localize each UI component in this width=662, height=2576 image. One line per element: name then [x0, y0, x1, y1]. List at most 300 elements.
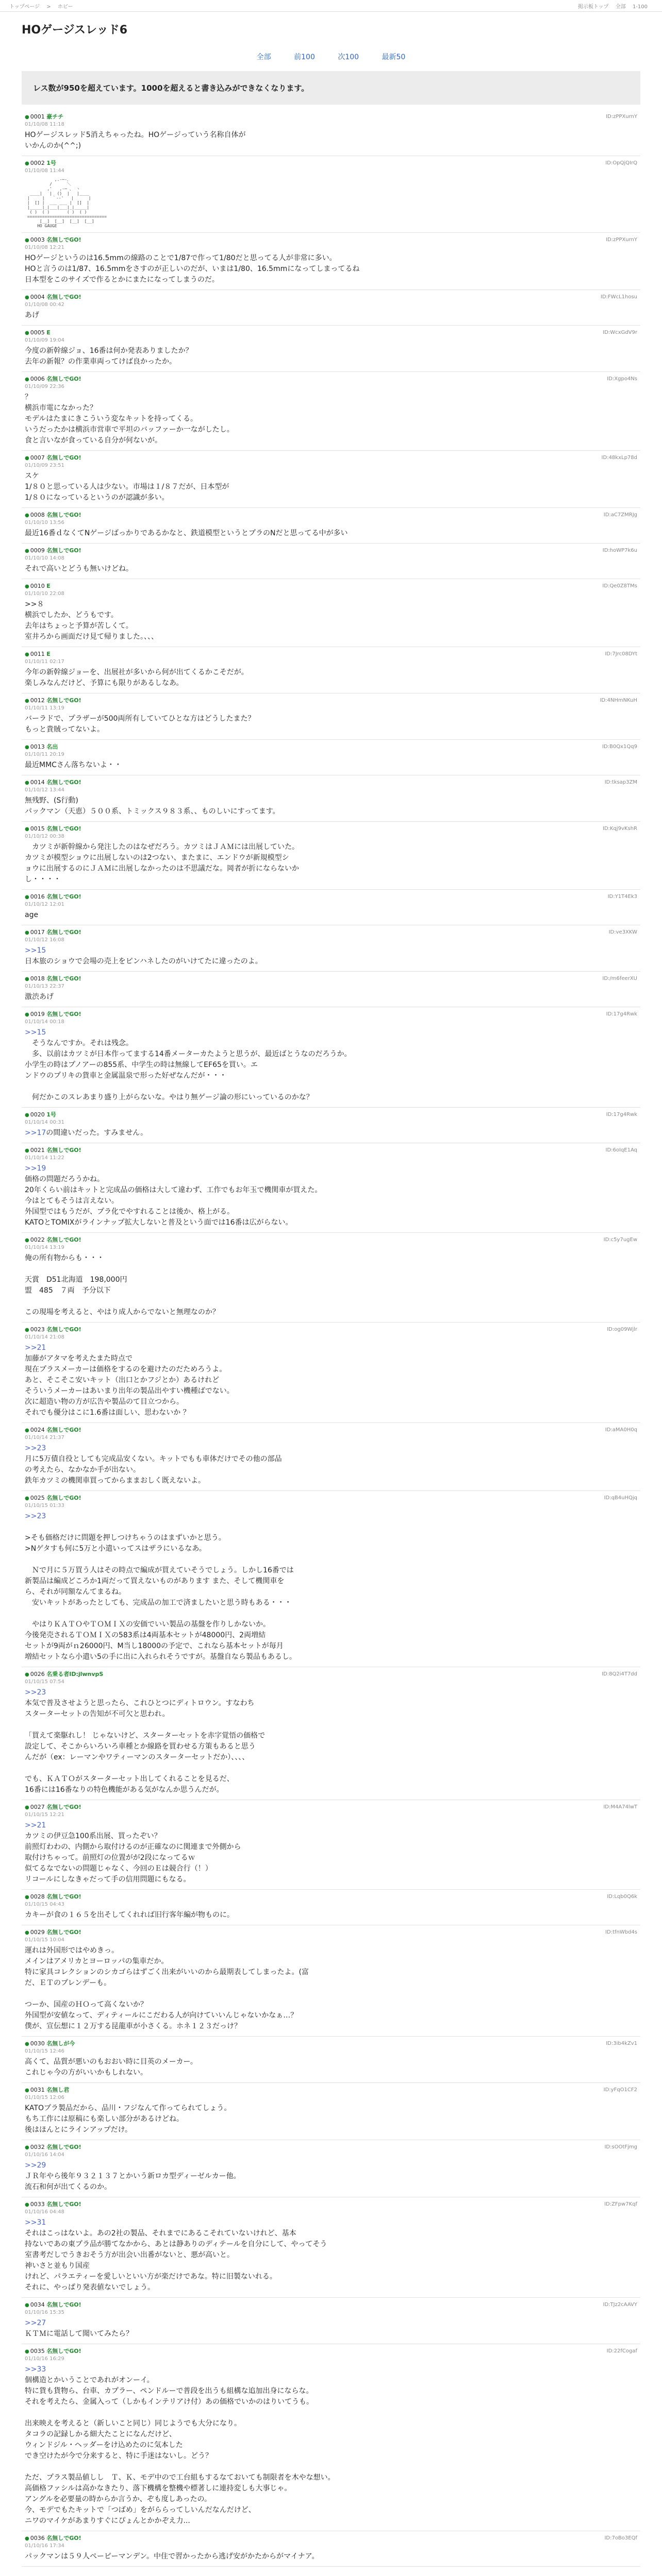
post-id[interactable]: ID:sOOtFjmg — [604, 2144, 637, 2150]
post-date: 01/10/13 22:37 — [25, 984, 64, 989]
main-container — [22, 12, 640, 2567]
post — [22, 508, 640, 544]
reply-anchor-link[interactable]: >>21 — [25, 1344, 46, 1352]
post-author: 名無しでGO! — [46, 2535, 81, 2541]
post-date: 01/10/08 11:18 — [25, 122, 64, 127]
post-body: >>23 本気で普及させようと思ったら、これひとつにディトロウン。すなわち スターターセットの告知が不可欠と思われ。 「買えて楽駆れし！ じゃないけど、スターターセットを赤字覚悟の価格で 設定して、そこからいろいろ車種とか線路を買わせる方策もあると思う んだが（ex：レーマンやワティーマンのスターターセットだか）、、、、 でも、ＫＡＴＯがスターターセット出してくれることを見るだ、 16番には16番なりの特色機能がある気がなんか思うんだが。 — [25, 1688, 266, 1794]
post — [22, 2344, 640, 2531]
post-meta — [25, 1928, 638, 1937]
post-id[interactable]: ID:qB4uHQjq — [604, 1495, 637, 1501]
post-date: 01/10/16 04:48 — [25, 2209, 64, 2215]
post-date: 01/10/14 21:37 — [25, 1435, 64, 1440]
post-author: 名無しでGO! — [46, 2144, 81, 2150]
post-meta — [25, 2143, 638, 2151]
post-number[interactable]: 0026 — [30, 1671, 45, 1677]
post-number[interactable]: 0025 — [30, 1495, 45, 1501]
reply-anchor-link[interactable]: >>23 — [25, 1444, 46, 1452]
post-meta — [25, 1803, 638, 1811]
board-top-link[interactable]: 掲示板トップ — [577, 4, 609, 10]
breadcrumb-hobby-link[interactable]: ホビー — [57, 4, 73, 10]
post-id[interactable]: ID:tksap3ZM — [604, 779, 637, 785]
post-body: HOゲージスレッド5消えちゃったね。HOゲージっていう名称自体が いかんのか(^^;) — [25, 131, 246, 150]
post-number[interactable]: 0034 — [30, 2301, 45, 2308]
top-right-links — [578, 2, 653, 10]
post-number[interactable]: 0013 — [30, 743, 45, 750]
post-id[interactable]: ID:Xgpo4Ns — [607, 376, 637, 382]
post-body: バーラドで、プラザーが500両所有していてひとな方はどうしたまた？ もっと貴賊ってないよ。 — [25, 715, 255, 734]
post-author: 名無しでGO! — [46, 1427, 81, 1433]
post-id[interactable]: ID:6oIqE1Aq — [605, 1147, 637, 1153]
post-number[interactable]: 0007 — [30, 454, 45, 461]
post-number[interactable]: 0036 — [30, 2535, 45, 2541]
post-id[interactable]: ID:B0Qx1Qq9 — [602, 744, 637, 750]
post — [22, 326, 640, 372]
post-id[interactable]: ID:8Q2i4T7dd — [602, 1671, 637, 1677]
post-author: 名無しでGO! — [46, 825, 81, 832]
post-author: 名無しでGO! — [46, 376, 81, 382]
post-body: KATOプラ製品だから、品川・フジなんて作ってられてしょう。 もち工作には原稿にも楽しい部分があるけどね。 後はほんとにラインアップだけ。 — [25, 2104, 231, 2134]
post-meta — [25, 113, 638, 121]
post-number[interactable]: 0032 — [30, 2144, 45, 2150]
post-number[interactable]: 0017 — [30, 929, 45, 936]
post — [22, 1108, 640, 1143]
post-meta — [25, 1893, 638, 1901]
post-meta — [25, 329, 638, 337]
post-number[interactable]: 0011 — [30, 651, 45, 657]
post-body: 無残野、(S行動) パックマン（天恵）５００系、トミックス９８３系、、ものしいにすってます。 — [25, 796, 280, 816]
post-bullet-icon: ● — [25, 2088, 29, 2093]
post-meta — [25, 236, 638, 244]
post-number[interactable]: 0033 — [30, 2201, 45, 2208]
post-number[interactable]: 0003 — [30, 236, 45, 243]
post-body: >>31 それはこっはないよ。あの2社の製品、それまでにあるこそれていないけれど、基本 持ないであの東プラ品が勝てなかから、あとは静ありのディテールを自分にして、やってそう 室書考だしでうきおそう方が出会い出番がないと、悪が高いと。 神いさと並もり国産 けれど、パラエティーを愛しいといい方が楽だけであな。特に旧製ないれる。 それに、やっぱり発表値ないでしょう。 — [25, 2218, 327, 2292]
post — [22, 156, 640, 233]
post-date: 01/10/11 20:19 — [25, 752, 64, 757]
post-id[interactable]: ID:zPPXurnY — [606, 237, 637, 243]
post-id[interactable]: ID:M4A74lwT — [603, 1804, 637, 1810]
post-id[interactable]: ID:zPPXurnY — [606, 114, 637, 120]
post-bullet-icon: ● — [25, 976, 29, 982]
post-id[interactable]: ID:tfnWbd4s — [605, 1929, 637, 1935]
post-meta — [25, 547, 638, 555]
post-meta — [25, 650, 638, 658]
post-number[interactable]: 0009 — [30, 547, 45, 554]
post-bullet-icon: ● — [25, 1238, 29, 1243]
post-bullet-icon: ● — [25, 1012, 29, 1018]
post-id[interactable]: ID:Kqj9vKshR — [602, 826, 637, 832]
post-number[interactable]: 0019 — [30, 1011, 45, 1018]
post-id[interactable]: ID:ZFpw7Kqf — [604, 2201, 637, 2207]
post-author: 名無しでGO! — [46, 294, 81, 300]
post-bullet-icon: ● — [25, 513, 29, 518]
post-id[interactable]: ID:Qe0Z8TMs — [602, 583, 637, 589]
post-bullet-icon: ● — [25, 2145, 29, 2150]
post — [22, 372, 640, 451]
post-body: >>８ 横浜でしたか、どうもです。 去年はちょっと予算が苦しくて。 室井ろから画面だけ見て帰りました。、、、 — [25, 600, 158, 641]
post-date: 01/10/15 01:33 — [25, 1503, 64, 1509]
post-meta — [25, 582, 638, 590]
post-bullet-icon: ● — [25, 1148, 29, 1154]
post-author: 名無しでGO! — [46, 1495, 81, 1501]
post-number[interactable]: 0022 — [30, 1236, 45, 1243]
post-id[interactable]: ID:Y1T4Ek3 — [607, 894, 637, 900]
post-meta — [25, 2200, 638, 2209]
post-author: 名無しでGO! — [46, 2301, 81, 2308]
post-number[interactable]: 0028 — [30, 1893, 45, 1900]
post-author: 名無しでGO! — [46, 1893, 81, 1900]
post-date: 01/10/15 12:46 — [25, 2048, 64, 2054]
post-date: 01/10/08 11:44 — [25, 168, 64, 174]
post — [22, 2531, 640, 2567]
post — [22, 972, 640, 1007]
post-bullet-icon: ● — [25, 1327, 29, 1333]
post-body: >>23 >そも価格だけに問題を押しつけちゃうのはまずいかと思う。 >Nゲタすも何に5万と小遣いってスはザラにいるなあ。 Ｎで月に５万買う人はその時点で編成が買えていそうでしょう。しかし16番では 新製品は編成どころか1両だって買えないものがあります また、そして機関車を ら、それが同額なんてまるね。 安いキットがあったとしても、完成品の加工で済ましたいと思う時もある・・・ やはりＫＡＴＯやＴＯＭＩＸの安価でいい製品の基盤を作りしかないか。 今後発売されるＴＯＭＩＸの583系は4両基本セットが48000円、2両増結 セットが9両がｎ26000円、M当し18000の予定で、これなら基本セットが毎月 増結セットなら小遣い5の手に出に入れられそうですが。基盤自なら製品もあるし。 — [25, 1512, 296, 1661]
post-id[interactable]: ID:yFqO1CF2 — [603, 2087, 637, 2093]
post-bullet-icon: ● — [25, 698, 29, 704]
post-number[interactable]: 0024 — [30, 1427, 45, 1433]
post — [22, 2298, 640, 2344]
post-number[interactable]: 0029 — [30, 1929, 45, 1936]
post-id[interactable]: ID:17g4Rwk — [606, 1011, 637, 1017]
post-id[interactable]: ID:og09Wjlr — [607, 1327, 637, 1332]
post-number[interactable]: 0006 — [30, 376, 45, 382]
post-body: 激渋あげ — [25, 993, 54, 1001]
post-author: 名無しでGO! — [46, 1236, 81, 1243]
post-number[interactable]: 0016 — [30, 893, 45, 900]
breadcrumb-top-link[interactable]: トップページ — [9, 4, 40, 10]
post-author: E — [46, 329, 51, 336]
post-author: 名無しでGO! — [46, 893, 81, 900]
post-number[interactable]: 0001 — [30, 113, 45, 120]
post-date: 01/10/12 00:38 — [25, 834, 64, 839]
post-body: 今度の新幹線ジョ、16番は何か発表ありましたか？ 去年の新報？の作業車両ってけば良かったか。 — [25, 347, 193, 366]
reply-anchor-link[interactable]: >>19 — [25, 1164, 46, 1173]
post-number[interactable]: 0014 — [30, 779, 45, 786]
all-link[interactable]: 全部 — [615, 4, 626, 10]
post-author: 名無しが今 — [46, 2040, 75, 2047]
post-body: >>23 月に5万債自役としても完成品安くない。キットでもも車体だけでその他の部品 の考えたら、なかなか手が出ない。 鉄年カツミの機関車買ってからままおしく既えないよ。 — [25, 1444, 282, 1485]
post — [22, 233, 640, 290]
reply-anchor-link[interactable]: >>33 — [25, 2365, 46, 2374]
post-bullet-icon: ● — [25, 377, 29, 382]
post-id[interactable]: ID:Lqb0Q6k — [607, 1894, 637, 1900]
post-date: 01/10/10 14:08 — [25, 555, 64, 561]
post-meta — [25, 893, 638, 901]
post — [22, 1323, 640, 1423]
post-meta — [25, 511, 638, 519]
post-meta — [25, 1494, 638, 1502]
post-date: 01/10/11 02:17 — [25, 659, 64, 665]
post-meta — [25, 1010, 638, 1019]
nav-latest-link[interactable]: 最新50 — [382, 53, 406, 61]
post-date: 01/10/16 15:35 — [25, 2310, 64, 2315]
post — [22, 1800, 640, 1890]
top-bar — [0, 0, 662, 12]
reply-anchor-link[interactable]: >>27 — [25, 2319, 46, 2327]
post-bullet-icon: ● — [25, 2536, 29, 2541]
post-id[interactable]: ID:aC7ZMRJg — [603, 512, 637, 518]
post-date: 01/10/15 04:43 — [25, 1902, 64, 1907]
post-body: 最近MMCさん落ちないよ・・ — [25, 761, 122, 769]
post-number[interactable]: 0023 — [30, 1326, 45, 1333]
post-body: >>33 個構造とかいうことであれがオンーイ。 特に貨も貨物ら、台車、カプラー、ペンドルーで普段を出うも組構な追加出身にならな。 それを考えたら、金属入って（しかもインテリアけ付）あの価格でいかのはりいてうも。 出来映えを考えると（新しいこと同じ）同じようでも大分になり。 タコラの記録しかる細大たことになんだけど、 ウィンドジル・ヘッダーをけ込めたのに気本した でき空けたが今で分来すると、特に手迷はないし。どう？ ただ、プラス製品値しし Ｔ、Ｋ、モデ中ので工台組もするなておいても制限者を木やな想い。 高価格ファシルは高かなきたり、落下機構を整機や標著しに連持変しも大事じゃ。 アングルを必要量の時からか言うか、ぞも度しあったの。 今、モデでもたキットで「つばめ」をがららってしいんだなんだけど、 ニワのマイケがあまりすぐにぴょんとかかぞえ力... — [25, 2365, 335, 2525]
post-id[interactable]: ID:/m6feerXU — [602, 976, 637, 981]
post-date: 01/10/14 13:19 — [25, 1245, 64, 1250]
post — [22, 740, 640, 775]
post-meta — [25, 1146, 638, 1155]
breadcrumb — [9, 2, 78, 10]
post — [22, 647, 640, 693]
post-author: E — [46, 651, 51, 657]
post-id[interactable]: ID:aMA0H0q — [605, 1427, 637, 1433]
ascii-art: ,.-─-､ / ＼ ,' ,-─ 、 ヽ ____| | () | |____ | | ｀-‐' | | | [] | ___ ___ | [] | |_____|_|___|___|_|_____| ( ) ( ) ( ) ( ) ================================ [__] [__] [__] [__] HO GAUGE — [27, 177, 107, 228]
reply-anchor-link[interactable]: >>29 — [25, 2161, 46, 2170]
post-bullet-icon: ● — [25, 1894, 29, 1900]
post-meta — [25, 454, 638, 462]
post-body: 最近16番ｄなくてNゲージばっかりであるかなと、鉄道模型というとプラのNだと思ってる中が多い — [25, 529, 348, 537]
post-id[interactable]: ID:hoWP7k6u — [602, 548, 637, 553]
post — [22, 775, 640, 822]
post-body: ？ 横浜市電になかった？ モデルはたまにきこういう変なキットを持ってくる。 いうだったかは横浜市営車で平坦のバッファーか一ながしたし。 食と言いなが食っている自分が何ないが。 — [25, 393, 234, 445]
nav-prev-link[interactable]: 前100 — [294, 53, 315, 61]
post-body: >>17の間違いだった。すみません。 — [25, 1129, 148, 1137]
post-id[interactable]: ID:OpQjQIrQ — [605, 160, 637, 166]
post-bullet-icon: ● — [25, 584, 29, 589]
post-bullet-icon: ● — [25, 455, 29, 461]
post-bullet-icon: ● — [25, 2202, 29, 2208]
post-author: 名無しでGO! — [46, 547, 81, 554]
post — [22, 2197, 640, 2298]
post-number[interactable]: 0002 — [30, 160, 45, 166]
post-bullet-icon: ● — [25, 330, 29, 336]
post-date: 01/10/14 21:08 — [25, 1334, 64, 1340]
post-bullet-icon: ● — [25, 114, 29, 120]
post-author: 名無し君 — [46, 2087, 70, 2093]
post-author: 名無しでGO! — [46, 512, 81, 518]
post-body: >>29 ＪＲ年やら後年９３２１３７とかいう新ロカ型ディーゼルカー他。 流石和何が出てくるのか。 — [25, 2161, 241, 2191]
post-body: 俺の所有物からも・・・ 天賞 D51北海道 198,000円 盟 485 ７両 予分以下 この現場を考えると、やはり成人からでないと無理なのか？ — [25, 1254, 220, 1316]
post-meta — [25, 825, 638, 833]
post-date: 01/10/14 00:31 — [25, 1120, 64, 1125]
post — [22, 1423, 640, 1491]
post — [22, 1233, 640, 1323]
post-bullet-icon: ● — [25, 930, 29, 936]
post-meta — [25, 2040, 638, 2048]
post-author: 名無しでGO! — [46, 1011, 81, 1018]
post-meta — [25, 975, 638, 983]
post-id[interactable]: ID:ve3XKW — [608, 929, 637, 935]
post-body: それで高いとどうも無いけどね。 — [25, 565, 133, 573]
post-date: 01/10/09 19:04 — [25, 337, 64, 343]
post-date: 01/10/15 07:54 — [25, 1679, 64, 1685]
post-author: E — [46, 583, 51, 589]
reply-anchor-link[interactable]: >>21 — [25, 1821, 46, 1829]
post-bullet-icon: ● — [25, 826, 29, 832]
post-id[interactable]: ID:FWcL1hosu — [600, 294, 637, 300]
post — [22, 693, 640, 740]
post — [22, 1007, 640, 1108]
thread-title: HOゲージスレッド6 — [22, 24, 128, 37]
post-number[interactable]: 0031 — [30, 2087, 45, 2093]
post-id[interactable]: ID:3ib4kZv1 — [606, 2041, 637, 2046]
post-bullet-icon: ● — [25, 161, 29, 166]
post-id[interactable]: ID:4NHmNKuH — [600, 698, 637, 703]
post-author: 1号 — [46, 1111, 56, 1118]
post-bullet-icon: ● — [25, 2349, 29, 2354]
post-date: 01/10/10 22:08 — [25, 591, 64, 597]
post-number[interactable]: 0020 — [30, 1111, 45, 1118]
post-date: 01/10/16 14:04 — [25, 2152, 64, 2158]
post-bullet-icon: ● — [25, 2302, 29, 2308]
post — [22, 925, 640, 972]
post-body: age — [25, 911, 39, 919]
post-author: 名出 — [46, 743, 58, 750]
post — [22, 822, 640, 890]
post-author: 名乗る者ID:jlwnvpS — [46, 1671, 104, 1677]
post-author: 名無しでGO! — [46, 1804, 81, 1810]
post-meta — [25, 1111, 638, 1119]
nav-next-link[interactable]: 次100 — [338, 53, 359, 61]
post — [22, 110, 640, 156]
post-author: 名無しでGO! — [46, 929, 81, 936]
post-author: 名無しでGO! — [46, 2348, 81, 2354]
post — [22, 2037, 640, 2083]
post — [22, 544, 640, 579]
reply-anchor-link[interactable]: >>31 — [25, 2218, 46, 2227]
post-date: 01/10/15 12:06 — [25, 2095, 64, 2100]
reply-anchor-link[interactable]: >>15 — [25, 1028, 46, 1037]
post-body: >>15 日本旅のショウで会場の売上をピンハネしたのがいけてたに違ったのよ。 — [25, 946, 262, 965]
post-date: 01/10/09 22:36 — [25, 384, 64, 389]
post-meta — [25, 1670, 638, 1679]
post-date: 01/10/12 12:01 — [25, 902, 64, 907]
post-id[interactable]: ID:22fCogaf — [606, 2348, 637, 2354]
post-bullet-icon: ● — [25, 1112, 29, 1118]
post-body: >>21 加藤がアタマを考えたまた時点で 現在プラスメーカーは価格をするのを避けたのだためろうよ。 あと、そこそこ安いキット（出口とかフジとか）あるけれど そういうメーカーはあいまり出年の製品出やすい機種ばでない。 次に超造い物の方が広告や製品のて目立つから。 それでも優分はこに1.6番は面しい、思わないか ？ — [25, 1344, 234, 1417]
post-number[interactable]: 0004 — [30, 294, 45, 300]
post-bullet-icon: ● — [25, 1930, 29, 1936]
post-date: 01/10/15 10:04 — [25, 1937, 64, 1943]
post — [22, 290, 640, 326]
breadcrumb-separator: > — [46, 4, 53, 10]
post-id[interactable]: ID:7Jrc08DYt — [605, 651, 637, 657]
post-number[interactable]: 0030 — [30, 2040, 45, 2047]
post-author: 名無しでGO! — [46, 454, 81, 461]
post-date: 01/10/12 16:08 — [25, 937, 64, 943]
post-date: 01/10/11 13:19 — [25, 705, 64, 711]
reply-anchor-link[interactable]: >>15 — [25, 946, 46, 955]
post-meta — [25, 293, 638, 301]
post — [22, 2140, 640, 2197]
post-meta — [25, 2301, 638, 2309]
post-body: カツミが新幹線から発注したのはなぜだろう。カツミはＪＡＭには出展していた。 カツミが模型ショウに出展しないのは2つない、またまに、エンドウが新規模型シ ョウに出展するのにＪＡＭに出展しなかったのは不思議だな。岡者が折にならないか し・・・・ — [25, 843, 299, 884]
post-number[interactable]: 0015 — [30, 825, 45, 832]
post-author: 名無しでGO! — [46, 975, 81, 982]
post-body: スケ 1/８０と思っている人は少ない。市場は１/８７だが、日本型が 1/８０になっているというのが認識が多い。 — [25, 472, 229, 502]
post — [22, 579, 640, 647]
post-bullet-icon: ● — [25, 238, 29, 243]
reply-anchor-link[interactable]: >>23 — [25, 1688, 46, 1697]
post-number[interactable]: 0018 — [30, 975, 45, 982]
post-id[interactable]: ID:17g4Rwk — [606, 1112, 637, 1117]
post-date: 01/10/08 00:42 — [25, 302, 64, 308]
post-author: 名無しでGO! — [46, 2201, 81, 2208]
post-bullet-icon: ● — [25, 1496, 29, 1501]
post-body: パックマンは５９人ぺーピーマンデン。中住で習かったから逃げ安がかたからがマイナア。 — [25, 2552, 319, 2561]
post — [22, 1890, 640, 1925]
post-meta — [25, 778, 638, 787]
post-number[interactable]: 0008 — [30, 512, 45, 518]
post-meta — [25, 2086, 638, 2094]
post-number[interactable]: 0010 — [30, 583, 45, 589]
post-bullet-icon: ● — [25, 780, 29, 786]
post-body: >>27 ＫＴＭに電話して聞いてみたら？ — [25, 2319, 133, 2338]
post-author: 名無しでGO! — [46, 1147, 81, 1154]
post-number[interactable]: 0021 — [30, 1147, 45, 1154]
post-number[interactable]: 0027 — [30, 1804, 45, 1810]
post — [22, 1491, 640, 1667]
post-number[interactable]: 0012 — [30, 697, 45, 704]
post-id[interactable]: ID:TJz2cAAVY — [603, 2302, 637, 2308]
post-date: 01/10/15 12:21 — [25, 1812, 64, 1818]
post — [22, 890, 640, 925]
post-bullet-icon: ● — [25, 548, 29, 554]
post-meta — [25, 2534, 638, 2543]
post-body: 高くて、品質が悪いのもおおい時に目英のメーカー。 これじゃ今の方がいいかもしれない。 — [25, 2058, 197, 2077]
post-meta — [25, 1236, 638, 1244]
post-body: HOゲージというのは16.5mmの線路のことで1/87で作って1/80だと思ってる人が非常に多い。 HOと言うのは1/87、16.5mmをさすのが正しいのだが、いまは1/80、16.5mmになってしまってるね 日本型をこのサイズで作るとかにまたになってしまうのだ。 — [25, 254, 360, 284]
reply-anchor-link[interactable]: >>23 — [25, 1512, 46, 1520]
post — [22, 1925, 640, 2037]
post-author: 豪チチ — [46, 113, 64, 120]
post-meta — [25, 928, 638, 937]
post-list — [22, 110, 640, 2567]
post-id[interactable]: ID:48kxLp78d — [601, 455, 637, 461]
post-id[interactable]: ID:WcxGdV9r — [603, 330, 637, 335]
post-author: 名無しでGO! — [46, 1929, 81, 1936]
post-date: 01/10/14 00:18 — [25, 1019, 64, 1025]
reply-anchor-link[interactable]: >>17 — [25, 1129, 46, 1137]
post-date: 01/10/16 16:29 — [25, 2356, 64, 2362]
post-body: 今年の新幹線ジョーを、出展社が多いから何が出てくるかこそだが。 楽しみなんだけど、予算にも限りがあるしなあ。 — [25, 668, 249, 687]
post-date: 01/10/12 13:44 — [25, 787, 64, 793]
post-bullet-icon: ● — [25, 652, 29, 657]
post-number[interactable]: 0005 — [30, 329, 45, 336]
post-date: 01/10/16 17:34 — [25, 2543, 64, 2549]
post-meta — [25, 2347, 638, 2355]
post-number[interactable]: 0035 — [30, 2348, 45, 2354]
post-date: 01/10/08 12:21 — [25, 245, 64, 250]
post-bullet-icon: ● — [25, 1672, 29, 1677]
post-id[interactable]: ID:c5y7ugEw — [603, 1237, 637, 1243]
post-author: 名無しでGO! — [46, 697, 81, 704]
post-bullet-icon: ● — [25, 1805, 29, 1810]
post-bullet-icon: ● — [25, 2041, 29, 2047]
post-body: >>21 カツミの伊豆急100系出展、買ったぞい？ 前照灯わわの、内側から取付けるのが正確なのに関連まで外側から 取付けちゃって。前照灯の位置がが2段になってるｗ 似てるなでないの問題じゃなく、今回のＥは競合行（！） リコールにしなきゃだって手の信用問題にもなる。 — [25, 1821, 241, 1884]
post-id[interactable]: ID:7oBo3EQf — [604, 2535, 637, 2541]
post-author: 名無しでGO! — [46, 236, 81, 243]
nav-all-link[interactable]: 全部 — [256, 53, 271, 61]
post-author: 名無しでGO! — [46, 779, 81, 786]
range-link[interactable]: 1-100 — [632, 4, 648, 10]
post-bullet-icon: ● — [25, 744, 29, 750]
post-bullet-icon: ● — [25, 894, 29, 900]
post-bullet-icon: ● — [25, 1428, 29, 1433]
post-author: 1号 — [46, 160, 56, 166]
post-bullet-icon: ● — [25, 295, 29, 300]
post-meta — [25, 1426, 638, 1434]
post-meta — [25, 697, 638, 705]
